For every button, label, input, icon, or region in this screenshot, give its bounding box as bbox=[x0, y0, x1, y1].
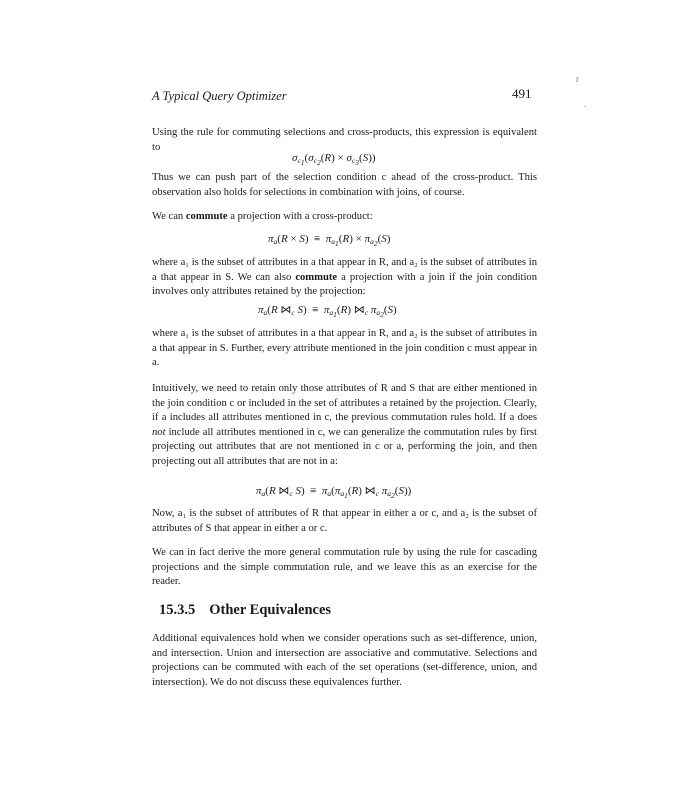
paragraph-commute-projection bbox=[152, 210, 537, 225]
paragraph-projection-join bbox=[152, 256, 537, 300]
paragraph-push-selection: Thus we can push part of the selection condition c ahead of the cross-product. This observation also holds for selections in combination with joins, of course. bbox=[152, 172, 537, 198]
equation-projection-cross-product: $\pi_a(R \times S) \equiv \pi_{a_1}(R) \times \pi_{a_2}(S)$ bbox=[268, 233, 391, 248]
text-segment: include all attributes mentioned in c, we can generalize the commutation rules by first projecting out attributes that are not mentioned in c or a, performing the join, and then projecting out all attributes that are not in a: bbox=[152, 426, 537, 467]
term-commute: commute bbox=[295, 271, 338, 283]
text-segment: where a₁ is the subset of attributes in a that appear in R, and a₂ is the subset of attributes in a that appear in S. We can also bbox=[152, 257, 537, 283]
equation-general-commutation: $\pi_a(R$ $⋈_c$ $S) \equiv \pi_a(\pi_{a_1}(R)$ $⋈_c$ $\pi_{a_2}(S)$) bbox=[256, 485, 412, 500]
paragraph-subsets: Now, a₁ is the subset of attributes of R that appear in either a or c, and a₂ is the subset of attributes of S that appear in either a or c. bbox=[152, 508, 537, 534]
equation-projection-join: $\pi_a(R$ $⋈_c$ $S) \equiv \pi_{a_1}(R)$ $⋈_c$ $\pi_{a_2}(S)$ bbox=[258, 304, 397, 319]
term-commute: commute bbox=[185, 211, 228, 222]
section-number: 15.3.5 bbox=[159, 602, 196, 618]
text-segment: a projection with a cross-product: bbox=[227, 211, 373, 222]
text-segment: a projection with a join if the join condition involves only attributes retained by the projection: bbox=[152, 271, 537, 297]
text-segment: Intuitively, we need to retain only those attributes of R and S that are either mentioned in the join condition c or included in the set of attributes a retained by the projection. Clearly, if a includes all attributes mentioned in c, the previous commutation rules hold. If a does bbox=[152, 383, 537, 423]
text-segment: We can bbox=[152, 211, 186, 222]
running-header-title: A Typical Query Optimizer bbox=[152, 89, 287, 103]
paragraph-join-condition: where a₁ is the subset of attributes in a that appear in R, and a₂ is the subset of attributes in a that appear in S. Further, every attribute mentioned in the join condition c must appear in a. bbox=[152, 328, 537, 368]
page-number: 491 bbox=[512, 86, 532, 101]
corner-mark: r bbox=[576, 74, 579, 84]
term-not: not bbox=[152, 426, 166, 438]
paragraph-derive-rule: We can in fact derive the more general commutation rule by using the rule for cascading projections and the simple commutation rule, and we leave this as an exercise for the reader. bbox=[152, 547, 537, 587]
paragraph-commuting-selections: Using the rule for commuting selections and cross-products, this expression is equivalent to bbox=[152, 127, 537, 153]
section-title: Other Equivalences bbox=[209, 602, 332, 618]
paragraph-other-equivalences: Additional equivalences hold when we consider operations such as set-difference, union, and intersection. Union and intersection are associative and commutative. Selections and projections can be commuted with each of the set operations (set-difference, union, and intersection). We do not discuss these equivalences further. bbox=[152, 633, 537, 688]
section-heading bbox=[159, 602, 331, 619]
paragraph-intuitively bbox=[152, 382, 537, 469]
stray-dot: . bbox=[584, 99, 587, 109]
equation-selection-cross-product: $\sigma_{c_1}(\sigma_{c_2}(R) \times \sigma_{c_3}(S))$ bbox=[292, 152, 376, 167]
